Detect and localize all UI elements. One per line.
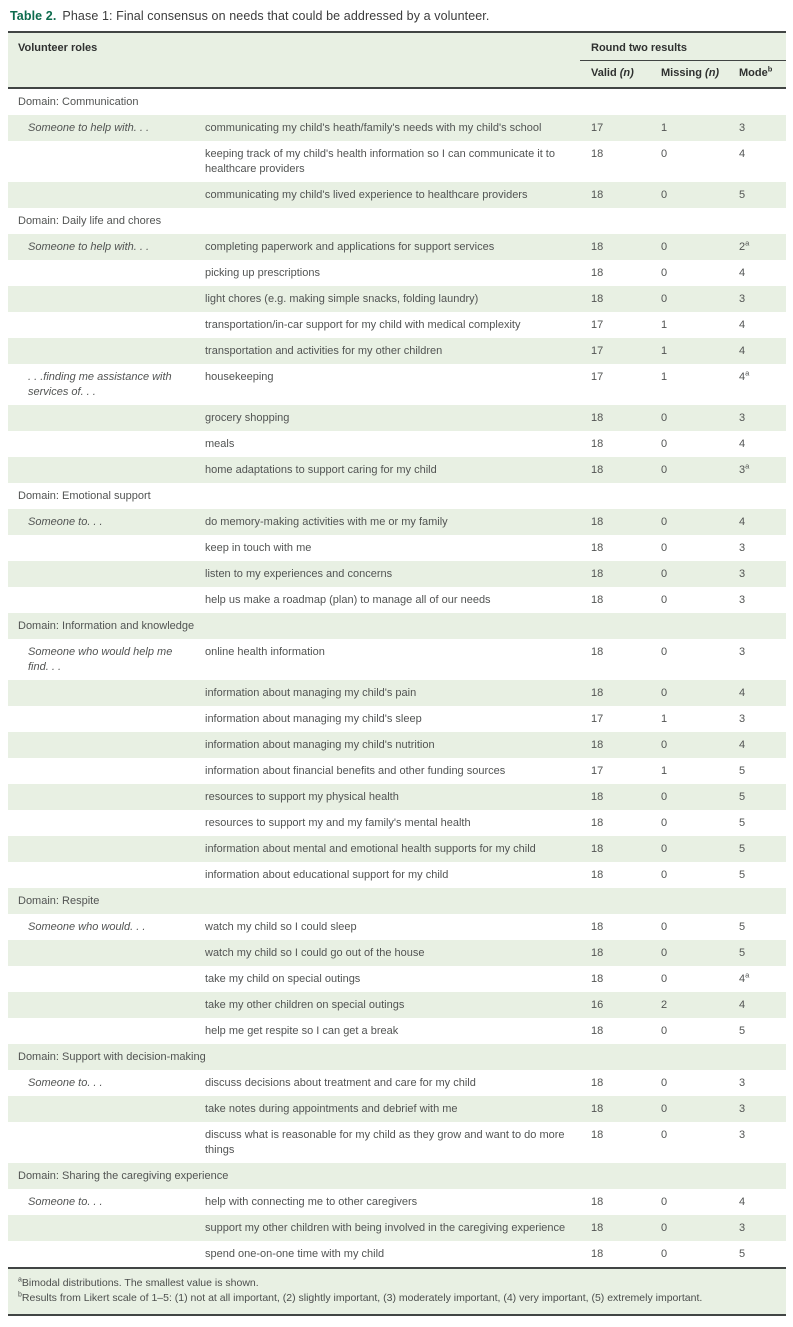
valid-cell: 18	[580, 836, 650, 862]
need-cell: do memory-making activities with me or my family	[200, 509, 580, 535]
mode-cell	[728, 535, 786, 561]
missing-cell: 0	[650, 940, 728, 966]
table-row	[8, 1189, 786, 1215]
valid-cell: 18	[580, 914, 650, 940]
missing-cell: 0	[650, 810, 728, 836]
need-cell: housekeeping	[200, 364, 580, 405]
valid-cell: 18	[580, 862, 650, 888]
valid-cell: 18	[580, 639, 650, 680]
role-cell: Someone who would. . .	[8, 914, 200, 940]
missing-cell: 0	[650, 286, 728, 312]
need-cell: keeping track of my child's health information so I can communicate it to healthcare providers	[200, 141, 580, 182]
valid-cell: 18	[580, 810, 650, 836]
need-cell: information about managing my child's sleep	[200, 706, 580, 732]
need-cell: take notes during appointments and debrief with me	[200, 1096, 580, 1122]
valid-cell: 17	[580, 758, 650, 784]
missing-cell: 0	[650, 509, 728, 535]
column-header-mode	[728, 61, 786, 89]
missing-cell: 0	[650, 732, 728, 758]
role-cell	[8, 431, 200, 457]
missing-cell: 0	[650, 182, 728, 208]
mode-cell	[728, 1215, 786, 1241]
footnotes-block	[8, 1267, 786, 1316]
mode-cell	[728, 639, 786, 680]
need-cell: information about managing my child's pain	[200, 680, 580, 706]
table-row	[8, 509, 786, 535]
need-cell: transportation and activities for my other children	[200, 338, 580, 364]
table-row	[8, 234, 786, 260]
mode-value: 4	[739, 438, 746, 450]
table-row	[8, 141, 786, 182]
role-cell	[8, 405, 200, 431]
mode-superscript: a	[745, 461, 750, 471]
role-cell: Someone to. . .	[8, 1189, 200, 1215]
need-cell: information about managing my child's nutrition	[200, 732, 580, 758]
table-row	[8, 364, 786, 405]
mode-superscript: a	[745, 970, 750, 980]
role-cell: Someone to help with. . .	[8, 115, 200, 141]
table-caption-label: Table 2.	[10, 9, 57, 23]
mode-value: 3	[739, 568, 746, 580]
table-row	[8, 431, 786, 457]
missing-cell: 0	[650, 535, 728, 561]
missing-cell: 0	[650, 1070, 728, 1096]
valid-cell: 18	[580, 784, 650, 810]
role-cell	[8, 836, 200, 862]
role-cell	[8, 1122, 200, 1163]
missing-cell: 0	[650, 457, 728, 483]
domain-row	[8, 1163, 786, 1189]
missing-cell: 1	[650, 338, 728, 364]
mode-cell	[728, 1070, 786, 1096]
missing-cell: 0	[650, 680, 728, 706]
table-row	[8, 836, 786, 862]
table-row	[8, 115, 786, 141]
missing-cell: 0	[650, 784, 728, 810]
footnote-a	[18, 1276, 776, 1291]
valid-cell: 18	[580, 1018, 650, 1044]
mode-value: 3	[739, 293, 746, 305]
valid-cell: 18	[580, 182, 650, 208]
mode-cell	[728, 706, 786, 732]
consensus-table	[8, 31, 786, 1267]
mode-cell	[728, 1189, 786, 1215]
mode-cell	[728, 1018, 786, 1044]
mode-value: 5	[739, 791, 746, 803]
table-row	[8, 587, 786, 613]
mode-cell	[728, 862, 786, 888]
missing-cell: 0	[650, 966, 728, 992]
valid-cell: 18	[580, 966, 650, 992]
role-cell: Someone to. . .	[8, 509, 200, 535]
mode-value: 5	[739, 189, 746, 201]
domain-row	[8, 483, 786, 509]
table-row	[8, 338, 786, 364]
table-caption-text: Phase 1: Final consensus on needs that could be addressed by a volunteer.	[62, 9, 490, 23]
valid-cell: 18	[580, 234, 650, 260]
role-cell	[8, 680, 200, 706]
mode-value: 3	[739, 646, 746, 658]
table-row	[8, 758, 786, 784]
table-row	[8, 1241, 786, 1267]
table-row	[8, 1070, 786, 1096]
mode-cell	[728, 141, 786, 182]
role-cell	[8, 457, 200, 483]
mode-cell	[728, 1096, 786, 1122]
need-cell: help me get respite so I can get a break	[200, 1018, 580, 1044]
table-row	[8, 1215, 786, 1241]
table-row	[8, 260, 786, 286]
role-cell	[8, 1215, 200, 1241]
table-body	[8, 88, 786, 1267]
role-cell	[8, 182, 200, 208]
role-cell	[8, 1241, 200, 1267]
domain-cell: Domain: Sharing the caregiving experience	[8, 1163, 786, 1189]
missing-cell: 0	[650, 405, 728, 431]
footnote-a-text: Bimodal distributions. The smallest value is shown.	[21, 1277, 259, 1289]
missing-cell: 0	[650, 1096, 728, 1122]
domain-cell: Domain: Communication	[8, 88, 786, 115]
missing-cell: 1	[650, 706, 728, 732]
valid-cell: 18	[580, 1070, 650, 1096]
need-cell: take my child on special outings	[200, 966, 580, 992]
valid-cell: 18	[580, 587, 650, 613]
mode-value: 3	[739, 122, 746, 134]
mode-superscript: a	[745, 238, 750, 248]
need-cell: discuss what is reasonable for my child as they grow and want to do more things	[200, 1122, 580, 1163]
mode-value: 4	[739, 687, 746, 699]
mode-cell	[728, 286, 786, 312]
missing-cell: 0	[650, 431, 728, 457]
need-cell: transportation/in-car support for my child with medical complexity	[200, 312, 580, 338]
mode-cell	[728, 1122, 786, 1163]
missing-cell: 0	[650, 639, 728, 680]
mode-value: 3	[739, 464, 746, 476]
table-row	[8, 405, 786, 431]
missing-cell: 1	[650, 364, 728, 405]
footnote-b	[18, 1291, 776, 1306]
footnote-b-marker: b	[18, 1291, 22, 1299]
footnote-b-text: Results from Likert scale of 1–5: (1) not at all important, (2) slightly important, (3) moderately important, (4) very important, (5) extremely important.	[21, 1292, 703, 1304]
mode-value: 5	[739, 817, 746, 829]
table-row	[8, 680, 786, 706]
domain-row	[8, 88, 786, 115]
mode-cell	[728, 966, 786, 992]
valid-cell: 18	[580, 509, 650, 535]
mode-cell	[728, 810, 786, 836]
mode-value: 4	[739, 319, 746, 331]
missing-cell: 0	[650, 260, 728, 286]
table-row	[8, 312, 786, 338]
domain-cell: Domain: Emotional support	[8, 483, 786, 509]
role-cell: . . .finding me assistance with services of. . .	[8, 364, 200, 405]
table-row	[8, 1122, 786, 1163]
valid-cell: 18	[580, 561, 650, 587]
mode-cell	[728, 431, 786, 457]
table-caption	[10, 8, 786, 24]
need-cell: online health information	[200, 639, 580, 680]
role-cell	[8, 141, 200, 182]
mode-cell	[728, 312, 786, 338]
mode-cell	[728, 914, 786, 940]
domain-row	[8, 613, 786, 639]
missing-cell: 0	[650, 1189, 728, 1215]
table-row	[8, 732, 786, 758]
need-cell: communicating my child's heath/family's needs with my child's school	[200, 115, 580, 141]
need-cell: watch my child so I could sleep	[200, 914, 580, 940]
role-cell	[8, 535, 200, 561]
need-cell: light chores (e.g. making simple snacks, folding laundry)	[200, 286, 580, 312]
column-group-header-round-two-results: Round two results	[580, 32, 786, 61]
need-cell: information about educational support for my child	[200, 862, 580, 888]
need-cell: take my other children on special outings	[200, 992, 580, 1018]
mode-value: 5	[739, 765, 746, 777]
missing-cell: 0	[650, 141, 728, 182]
table-row	[8, 1096, 786, 1122]
mode-cell	[728, 732, 786, 758]
role-cell	[8, 706, 200, 732]
missing-cell: 0	[650, 836, 728, 862]
table-row	[8, 862, 786, 888]
mode-cell	[728, 115, 786, 141]
domain-row	[8, 208, 786, 234]
mode-cell	[728, 784, 786, 810]
valid-cell: 18	[580, 1096, 650, 1122]
column-header-mode-superscript: b	[767, 64, 773, 74]
valid-cell: 18	[580, 1122, 650, 1163]
mode-value: 4	[739, 371, 746, 383]
domain-row	[8, 888, 786, 914]
table-row	[8, 940, 786, 966]
need-cell: resources to support my and my family's mental health	[200, 810, 580, 836]
missing-cell: 0	[650, 1215, 728, 1241]
role-cell	[8, 862, 200, 888]
need-cell: support my other children with being involved in the caregiving experience	[200, 1215, 580, 1241]
mode-value: 3	[739, 713, 746, 725]
mode-cell	[728, 758, 786, 784]
need-cell: listen to my experiences and concerns	[200, 561, 580, 587]
mode-value: 3	[739, 542, 746, 554]
column-header-missing-label: Missing	[661, 67, 706, 79]
table-row	[8, 182, 786, 208]
mode-value: 5	[739, 1248, 746, 1260]
table-row	[8, 1018, 786, 1044]
need-cell: grocery shopping	[200, 405, 580, 431]
role-cell	[8, 810, 200, 836]
role-cell	[8, 260, 200, 286]
table-row	[8, 561, 786, 587]
valid-cell: 17	[580, 706, 650, 732]
need-cell: picking up prescriptions	[200, 260, 580, 286]
role-cell	[8, 992, 200, 1018]
mode-value: 3	[739, 1222, 746, 1234]
role-cell	[8, 1096, 200, 1122]
footnote-a-marker: a	[18, 1276, 22, 1284]
valid-cell: 16	[580, 992, 650, 1018]
mode-value: 5	[739, 947, 746, 959]
mode-value: 3	[739, 1129, 746, 1141]
need-cell: information about mental and emotional health supports for my child	[200, 836, 580, 862]
role-cell: Someone who would help me find. . .	[8, 639, 200, 680]
role-cell	[8, 561, 200, 587]
mode-value: 3	[739, 1103, 746, 1115]
column-header-valid-unit: (n)	[619, 67, 634, 79]
role-cell	[8, 732, 200, 758]
valid-cell: 18	[580, 1241, 650, 1267]
mode-value: 4	[739, 999, 746, 1011]
mode-value: 3	[739, 1077, 746, 1089]
missing-cell: 1	[650, 312, 728, 338]
role-cell: Someone to help with. . .	[8, 234, 200, 260]
need-cell: help us make a roadmap (plan) to manage all of our needs	[200, 587, 580, 613]
column-header-valid-n	[580, 61, 650, 89]
mode-value: 5	[739, 843, 746, 855]
missing-cell: 0	[650, 914, 728, 940]
valid-cell: 18	[580, 457, 650, 483]
valid-cell: 18	[580, 535, 650, 561]
mode-value: 5	[739, 921, 746, 933]
mode-cell	[728, 992, 786, 1018]
missing-cell: 1	[650, 115, 728, 141]
mode-value: 4	[739, 267, 746, 279]
valid-cell: 18	[580, 260, 650, 286]
column-header-volunteer-roles: Volunteer roles	[8, 32, 580, 88]
column-header-missing-unit: (n)	[705, 67, 720, 79]
mode-cell	[728, 260, 786, 286]
valid-cell: 17	[580, 115, 650, 141]
role-cell	[8, 940, 200, 966]
mode-cell	[728, 338, 786, 364]
mode-cell	[728, 182, 786, 208]
column-header-missing-n	[650, 61, 728, 89]
table-row	[8, 639, 786, 680]
mode-cell	[728, 509, 786, 535]
missing-cell: 0	[650, 862, 728, 888]
mode-cell	[728, 405, 786, 431]
mode-superscript: a	[745, 368, 750, 378]
mode-value: 4	[739, 148, 746, 160]
need-cell: watch my child so I could go out of the house	[200, 940, 580, 966]
valid-cell: 18	[580, 1215, 650, 1241]
table-row	[8, 535, 786, 561]
mode-cell	[728, 364, 786, 405]
domain-cell: Domain: Daily life and chores	[8, 208, 786, 234]
need-cell: resources to support my physical health	[200, 784, 580, 810]
mode-cell	[728, 587, 786, 613]
role-cell	[8, 312, 200, 338]
missing-cell: 0	[650, 234, 728, 260]
missing-cell: 2	[650, 992, 728, 1018]
need-cell: spend one-on-one time with my child	[200, 1241, 580, 1267]
missing-cell: 0	[650, 587, 728, 613]
missing-cell: 0	[650, 1241, 728, 1267]
valid-cell: 18	[580, 286, 650, 312]
missing-cell: 0	[650, 1122, 728, 1163]
table-row	[8, 784, 786, 810]
role-cell	[8, 784, 200, 810]
need-cell: communicating my child's lived experience to healthcare providers	[200, 182, 580, 208]
role-cell	[8, 338, 200, 364]
mode-cell	[728, 457, 786, 483]
valid-cell: 17	[580, 338, 650, 364]
table-row	[8, 810, 786, 836]
mode-cell	[728, 234, 786, 260]
role-cell	[8, 286, 200, 312]
mode-cell	[728, 680, 786, 706]
table-row	[8, 457, 786, 483]
domain-row	[8, 1044, 786, 1070]
mode-value: 5	[739, 1025, 746, 1037]
mode-cell	[728, 561, 786, 587]
mode-cell	[728, 836, 786, 862]
mode-value: 4	[739, 1196, 746, 1208]
column-header-valid-label: Valid	[591, 67, 620, 79]
domain-cell: Domain: Support with decision-making	[8, 1044, 786, 1070]
need-cell: information about financial benefits and other funding sources	[200, 758, 580, 784]
mode-value: 4	[739, 345, 746, 357]
mode-value: 5	[739, 869, 746, 881]
mode-cell	[728, 940, 786, 966]
need-cell: help with connecting me to other caregivers	[200, 1189, 580, 1215]
missing-cell: 0	[650, 1018, 728, 1044]
table-row	[8, 914, 786, 940]
need-cell: keep in touch with me	[200, 535, 580, 561]
valid-cell: 18	[580, 680, 650, 706]
role-cell	[8, 758, 200, 784]
need-cell: discuss decisions about treatment and care for my child	[200, 1070, 580, 1096]
table-row	[8, 286, 786, 312]
column-header-mode-label: Mode	[739, 67, 768, 79]
valid-cell: 18	[580, 1189, 650, 1215]
role-cell	[8, 1018, 200, 1044]
mode-cell	[728, 1241, 786, 1267]
valid-cell: 17	[580, 364, 650, 405]
mode-value: 3	[739, 594, 746, 606]
valid-cell: 18	[580, 141, 650, 182]
mode-value: 3	[739, 412, 746, 424]
header-row-group	[8, 32, 786, 61]
mode-value: 2	[739, 241, 746, 253]
valid-cell: 18	[580, 405, 650, 431]
missing-cell: 0	[650, 561, 728, 587]
valid-cell: 18	[580, 431, 650, 457]
valid-cell: 18	[580, 940, 650, 966]
need-cell: meals	[200, 431, 580, 457]
mode-value: 4	[739, 739, 746, 751]
table-row	[8, 966, 786, 992]
need-cell: completing paperwork and applications for support services	[200, 234, 580, 260]
domain-cell: Domain: Respite	[8, 888, 786, 914]
role-cell	[8, 966, 200, 992]
missing-cell: 1	[650, 758, 728, 784]
table-row	[8, 706, 786, 732]
mode-value: 4	[739, 516, 746, 528]
valid-cell: 17	[580, 312, 650, 338]
mode-value: 4	[739, 973, 746, 985]
role-cell	[8, 587, 200, 613]
need-cell: home adaptations to support caring for my child	[200, 457, 580, 483]
role-cell: Someone to. . .	[8, 1070, 200, 1096]
table-header	[8, 32, 786, 88]
valid-cell: 18	[580, 732, 650, 758]
domain-cell: Domain: Information and knowledge	[8, 613, 786, 639]
table-row	[8, 992, 786, 1018]
